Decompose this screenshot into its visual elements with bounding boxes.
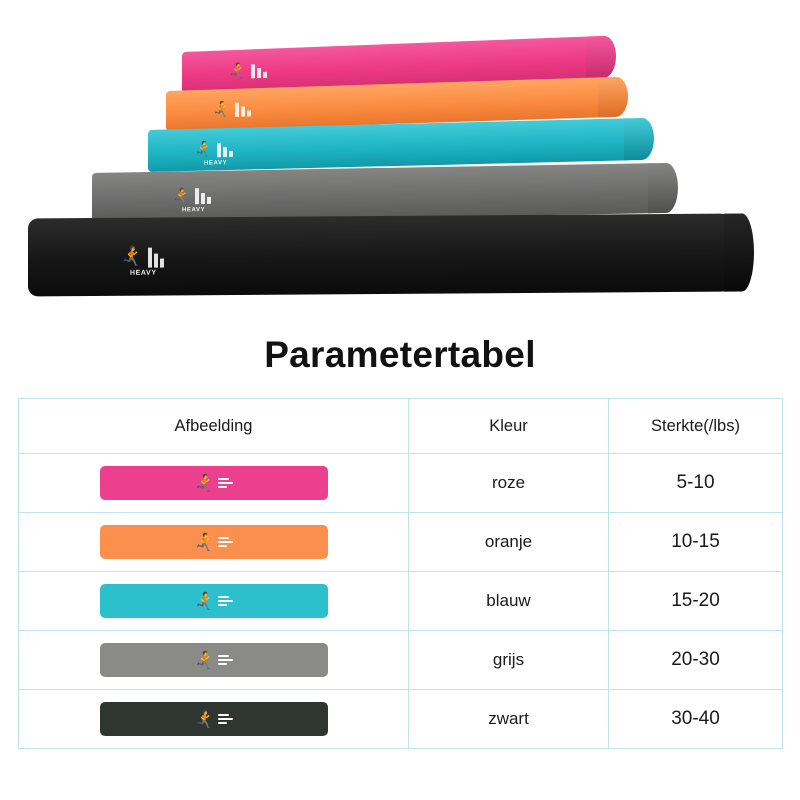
swatch-cell	[19, 631, 409, 690]
band-label: HEAVY	[130, 269, 157, 277]
runner-icon: 🏃	[120, 246, 144, 268]
runner-icon: 🏃	[172, 187, 191, 206]
speed-lines-icon	[218, 714, 233, 724]
band-cap	[586, 35, 616, 78]
table-header-row	[19, 399, 783, 454]
band-mark	[194, 652, 233, 669]
band-logo	[172, 187, 211, 214]
bars-icon	[195, 188, 211, 204]
band-logo	[120, 246, 164, 277]
hero-band-black	[28, 214, 740, 297]
speed-lines-icon	[218, 596, 233, 606]
band-cap	[724, 213, 754, 291]
band-swatch-zwart	[100, 702, 328, 736]
header-afbeelding: Afbeelding	[19, 399, 409, 454]
runner-icon: 🏃	[193, 591, 216, 611]
runner-icon: 🏃	[193, 532, 216, 552]
band-cap	[648, 163, 678, 214]
table-header	[19, 399, 783, 454]
band-logo	[212, 100, 251, 117]
table-row	[19, 690, 783, 749]
band-mark	[194, 475, 233, 492]
bars-icon	[251, 62, 267, 79]
band-swatch-roze	[100, 466, 328, 500]
speed-lines-icon	[218, 478, 233, 488]
sterkte-value: 15-20	[609, 572, 783, 631]
band-cap	[598, 77, 628, 118]
sterkte-value: 30-40	[609, 690, 783, 749]
header-kleur: Kleur	[409, 399, 609, 454]
kleur-value: oranje	[409, 513, 609, 572]
bars-icon	[235, 100, 251, 117]
band-mark	[194, 711, 233, 728]
runner-icon: 🏃	[212, 100, 231, 119]
table-row	[19, 572, 783, 631]
parameter-table-wrapper	[18, 398, 782, 749]
table-row	[19, 513, 783, 572]
swatch-cell	[19, 513, 409, 572]
kleur-value: zwart	[409, 690, 609, 749]
kleur-value: blauw	[409, 572, 609, 631]
parameter-table	[18, 398, 783, 749]
speed-lines-icon	[218, 537, 233, 547]
speed-lines-icon	[218, 655, 233, 665]
band-logo	[194, 140, 233, 167]
bars-icon	[148, 246, 164, 268]
band-mark	[194, 534, 233, 551]
runner-icon: 🏃	[228, 62, 247, 80]
swatch-cell	[19, 690, 409, 749]
band-logo	[228, 62, 267, 79]
page-title: Parametertabel	[264, 334, 536, 375]
band-swatch-oranje	[100, 525, 328, 559]
sterkte-value: 20-30	[609, 631, 783, 690]
sterkte-value: 5-10	[609, 454, 783, 513]
band-label: HEAVY	[182, 207, 206, 214]
table-body	[19, 454, 783, 749]
runner-icon: 🏃	[193, 473, 216, 493]
runner-icon: 🏃	[193, 650, 216, 670]
swatch-cell	[19, 454, 409, 513]
kleur-value: grijs	[409, 631, 609, 690]
band-label: HEAVY	[204, 160, 228, 167]
runner-icon: 🏃	[193, 709, 216, 729]
bars-icon	[217, 141, 233, 157]
band-swatch-grijs	[100, 643, 328, 677]
swatch-cell	[19, 572, 409, 631]
sterkte-value: 10-15	[609, 513, 783, 572]
band-swatch-blauw	[100, 584, 328, 618]
band-mark	[194, 593, 233, 610]
header-sterkte: Sterkte(/lbs)	[609, 399, 783, 454]
product-photo	[0, 0, 800, 320]
table-row	[19, 631, 783, 690]
table-row	[19, 454, 783, 513]
runner-icon: 🏃	[194, 140, 213, 159]
band-cap	[624, 118, 654, 161]
kleur-value: roze	[409, 454, 609, 513]
